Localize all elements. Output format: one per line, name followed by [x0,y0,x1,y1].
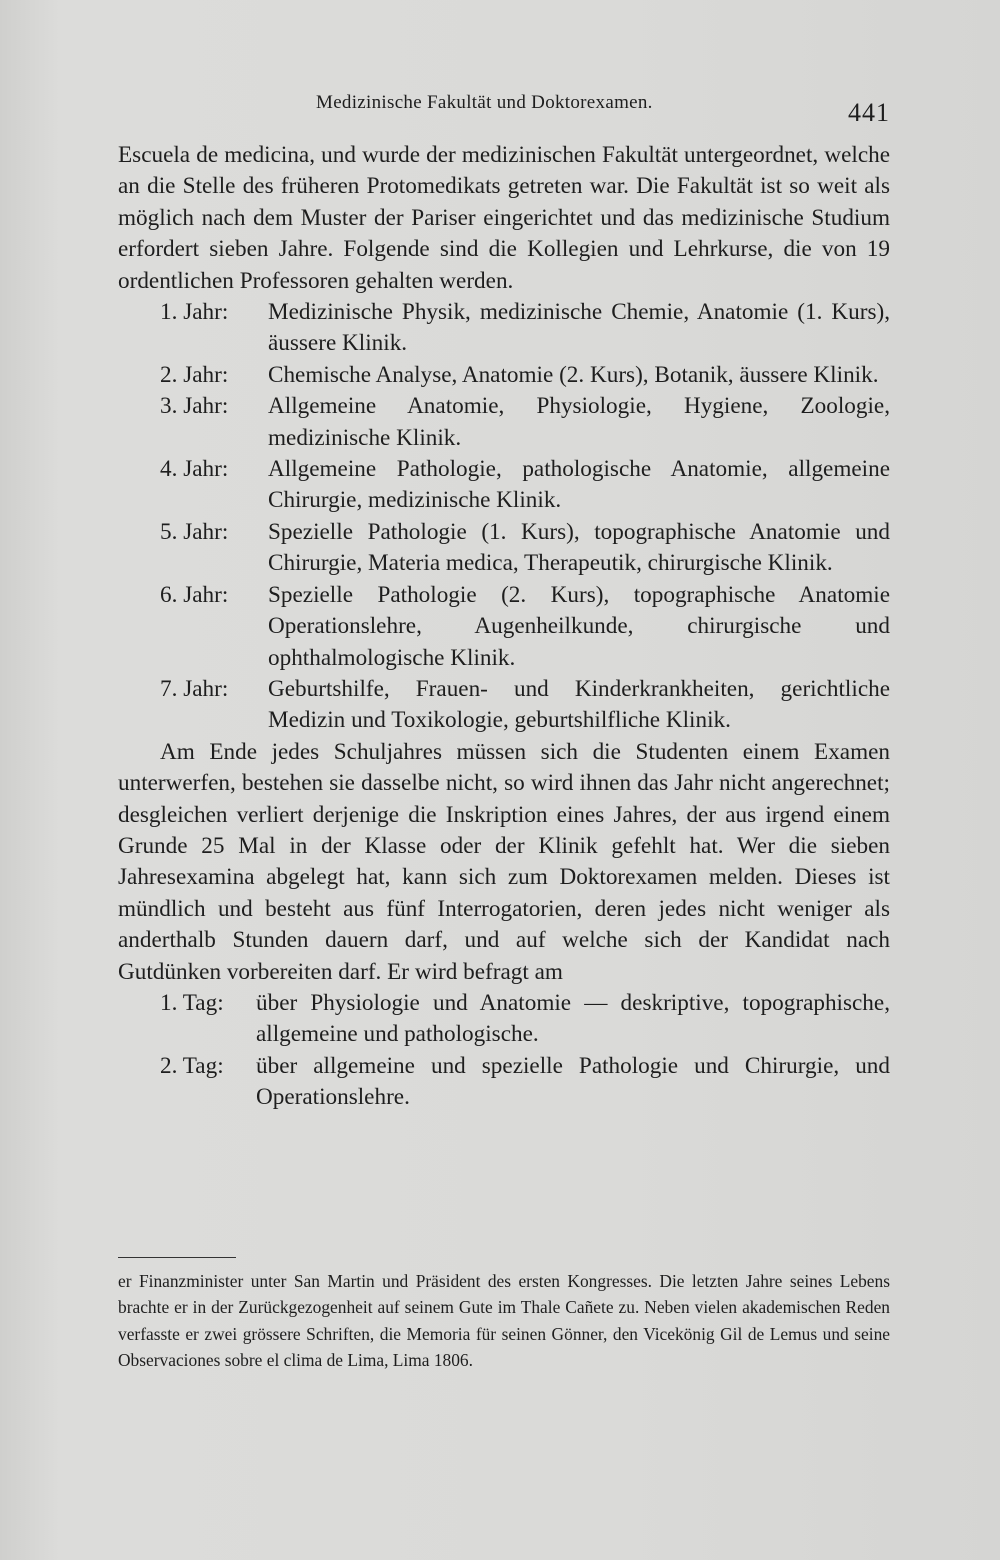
year-label: 6. Jahr: [160,581,229,608]
year-courses: Allgemeine Pathologie, pathologische Anatomie, allgemeine Chirurgie, medizinische Klinik. [268,456,890,514]
curriculum-list [118,297,890,737]
year-label: 1. Jahr: [160,299,229,326]
year-label: 5. Jahr: [160,518,229,545]
year-courses: Chemische Analyse, Anatomie (2. Kurs), Botanik, äussere Klinik. [268,361,879,388]
year-label: 4. Jahr: [160,456,229,483]
intro-paragraph: Escuela de medicina, und wurde der medizinischen Fakultät untergeordnet, welche an die Stelle des früheren Protomedikats getreten war. Die Fakultät ist so weit als möglich nach dem Muster der Pariser eingerichtet und das medizinische Studium erfordert sieben Jahre. Folgende sind die Kollegien und Lehrkurse, die von 19 ordentlichen Professoren gehalten werden. [118,142,890,294]
year-label: 3. Jahr: [160,393,229,420]
year-courses: Medizinische Physik, medizinische Chemie, Anatomie (1. Kurs), äussere Klinik. [268,299,890,357]
exam-day-list [118,988,890,1114]
year-courses: Spezielle Pathologie (1. Kurs), topographische Anatomie und Chirurgie, Materia medica, Therapeutik, chirurgische Klinik. [268,518,890,577]
main-text [118,140,890,1114]
footnote-rule [118,1257,236,1258]
year-label: 7. Jahr: [160,675,229,702]
year-courses: Allgemeine Anatomie, Physiologie, Hygiene, Zoologie, medizinische Klinik. [268,393,890,451]
curriculum-year-6 [118,580,890,674]
day-label: 2. Tag: [160,1052,224,1079]
footnote: er Finanzminister unter San Martin und Präsident des ersten Kongresses. Die letzten Jahre seines Lebens brachte er in der Zurückgezogenheit auf seinem Gute im Thale Cañete zu. Neben vielen akademischen Reden verfasste er zwei grössere Schriften, die Memoria für seinen Gönner, den Vicekönig Gil de Lemus und seine Observaciones sobre el clima de Lima, Lima 1806. [118,1271,890,1371]
day-topics: über allgemeine und spezielle Pathologie und Chirurgie, und Operationslehre. [256,1052,890,1111]
page-header [118,92,890,128]
curriculum-year-3 [118,391,890,454]
curriculum-year-5 [118,517,890,580]
running-head: Medizinische Fakultät und Doktorexamen. [316,92,653,113]
curriculum-year-4 [118,454,890,517]
year-courses: Spezielle Pathologie (2. Kurs), topographische Anatomie Operationslehre, Augenheilkunde, chirurgische und ophthalmologische Klinik. [268,581,890,671]
year-label: 2. Jahr: [160,361,229,388]
day-label: 1. Tag: [160,989,224,1016]
exam-day-1 [118,988,890,1051]
page-number: 441 [848,98,890,127]
curriculum-year-7 [118,674,890,737]
exam-day-2 [118,1051,890,1114]
year-courses: Geburtshilfe, Frauen- und Kinderkrankheiten, gerichtliche Medizin und Toxikologie, geburtshilfliche Klinik. [268,675,890,734]
day-topics: über Physiologie und Anatomie — deskriptive, topographische, allgemeine und pathologische. [256,989,890,1048]
exam-paragraph: Am Ende jedes Schuljahres müssen sich die Studenten einem Examen unterwerfen, bestehen sie dasselbe nicht, so wird ihnen das Jahr nicht angerechnet; desgleichen verliert derjenige die Inskription eines Jahres, der aus irgend einem Grunde 25 Mal in der Klasse oder der Klinik gefehlt hat. Wer die sieben Jahresexamina abgelegt hat, kann sich zum Doktorexamen melden. Dieses ist mündlich und besteht aus fünf Interrogatorien, deren jedes nicht weniger als anderthalb Stunden dauern darf, und auf welche sich der Kandidat nach Gutdünken vorbereiten darf. Er wird befragt am [118,738,890,985]
curriculum-year-2 [118,360,890,391]
curriculum-year-1 [118,297,890,360]
